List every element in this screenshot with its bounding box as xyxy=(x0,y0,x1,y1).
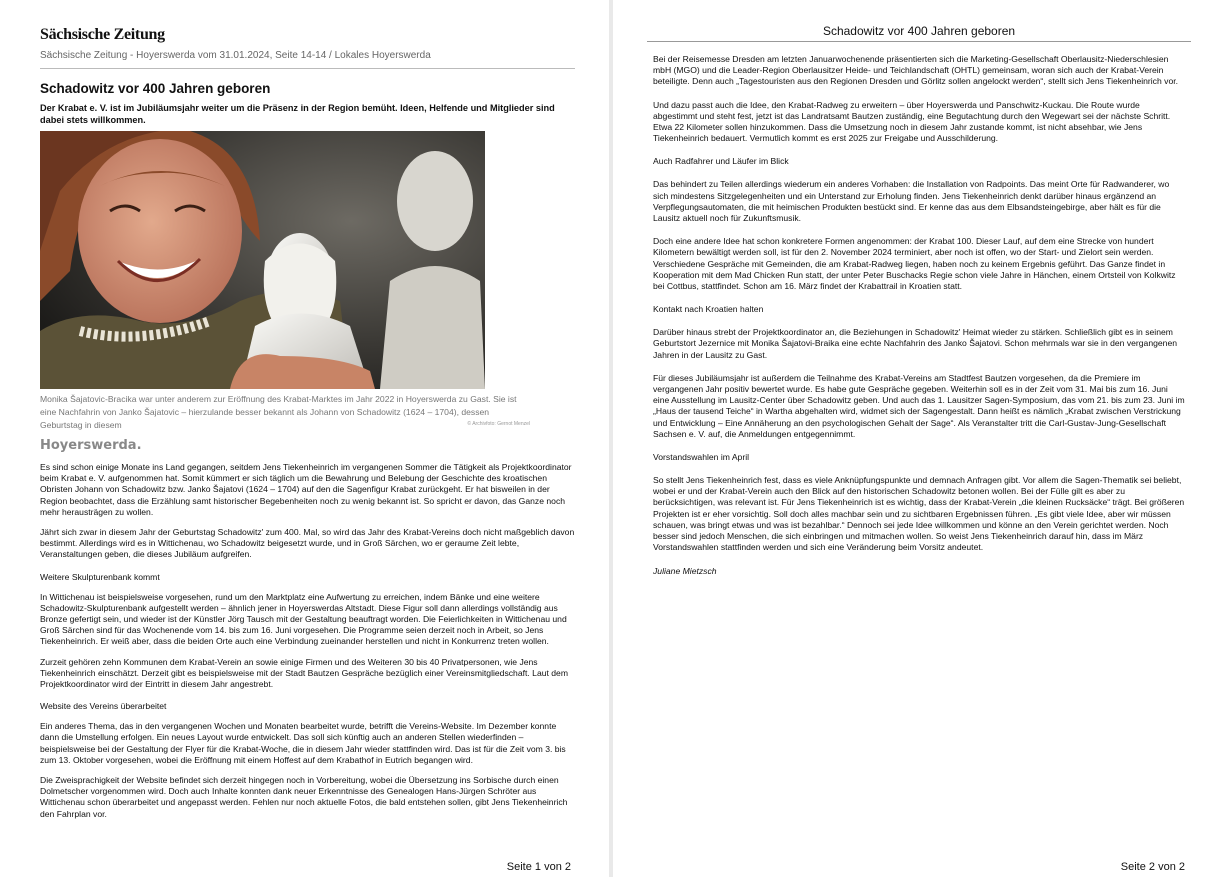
article-photo xyxy=(40,131,485,389)
paragraph: Es sind schon einige Monate ins Land gegangen, seitdem Jens Tiekenheinrich im vergangenen Sommer die Tätigkeit als Projektkoordinator beim Krabat e. V. aufgenommen hat. Somit kümmert er sich täglich um die Bewahrung und Belebung der Geschichte des kroatischen Obristen Johann von Schadowitz bzw. Janko Šajatovi (1624 – 1704) auf den die Sagenfigur Krabat zurückgeht. Er hat bisweilen in der Region beobachtet, dass die Erzählung samt historischer Begebenheiten noch zu wenig bekannt ist. So spricht er davon, das Ganze noch mehr herausträgen zu wollen. xyxy=(40,462,572,517)
subheading: Auch Radfahrer und Läufer im Blick xyxy=(653,156,789,167)
subheading: Vorstandswahlen im April xyxy=(653,452,750,463)
page-1 xyxy=(0,0,609,877)
photo-caption xyxy=(40,393,530,432)
paragraph: Zurzeit gehören zehn Kommunen dem Krabat-Verein an sowie einige Firmen und des Weiteren 30 bis 40 Privatpersonen, wie Jens Tiekenheinrich einschätzt. Derzeit gibt es beispielsweise mit der Stadt Bautzen Gespräche bezüglich einer Vereinsmitgliedschaft. Laut dem Projektkoordinator wird der Eintritt in diesem Jahr angestrebt. xyxy=(40,656,568,690)
caption-text: Monika Šajatovic-Bracika war unter anderem zur Eröffnung des Krabat-Marktes im Jahr 2022 in Hoyerswerda zu Gast. Sie ist eine Nachfahrin von Janko Šajatovic – hierzulande besser bekannt als Johann von Schadowitz (1624 – 1704), dessen Geburtstag in diesem xyxy=(40,394,517,430)
photo-illustration xyxy=(40,131,485,389)
divider xyxy=(647,41,1191,42)
page-2 xyxy=(613,0,1225,877)
subheading: Weitere Skulpturenbank kommt xyxy=(40,571,160,582)
paragraph: Und dazu passt auch die Idee, den Krabat-Radweg zu erweitern – über Hoyerswerda und Panschwitz-Kuckau. Die Route wurde abgestimmt und steht fest, jetzt ist das Landratsamt Bautzen zuständig, eine Begutachtung durch den Wegewart sei der nächste Schritt. Etwa 22 Kilometer sollen hinzukommen. Dass die Umsetzung noch in diesem Jahr zustande kommt, ist nicht absehbar, wie Jens Tiekenheinrich bedauert. Vermutlich kommt es erst 2025 zur Freigabe und Ausschilderung. xyxy=(653,99,1171,144)
paragraph: Ein anderes Thema, das in den vergangenen Wochen und Monaten bearbeitet wurde, betrifft die Vereins-Website. Im Dezember konnte dann die Umstellung erfolgen. Ein neues Layout wurde entwickelt. Das soll sich künftig auch an anderen Stellen wiederfinden – beispielsweise bei der Gestaltung der Flyer für die Krabat-Woche, die in diesem Jahr wieder stattfinden wird. Das ist für die Zeit vom 3. bis zum 13. Oktober vorgesehen, wobei die Eröffnung mit einem Hoffest auf dem Krabathof in Eutrich begangen wird. xyxy=(40,721,566,765)
photo-credit: © Archivfoto: Gernot Menzel xyxy=(467,421,530,427)
subheading: Website des Vereins überarbeitet xyxy=(40,701,167,712)
paragraph: Jährt sich zwar in diesem Jahr der Geburtstag Schadowitz' zum 400. Mal, so wird das Jahr des Krabat-Vereins doch nicht maßgeblich davon bestimmt. Allerdings wird es in Wittichenau, wo Schadowitz beigesetzt wurde, und in Groß Särchen, wo er geraume Zeit lebte, Veranstaltungen geben, die dieses Jubiläum aufgreifen. xyxy=(40,527,575,560)
paragraph: Bei der Reisemesse Dresden am letzten Januarwochenende präsentierten sich die Marketing-Gesellschaft Oberlausitz-Niederschlesien mbH (MGO) und die Leader-Region Oberlausitzer Heide- und Teichlandschaft (OHTL) gemeinsam, woran sich auch der Krabat-Verein beteiligte. Denn auch „Tagestouristen aus den Regionen Dresden und Görlitz sollen angelockt werden“, stellt sich Jens Tiekenheinrich vor. xyxy=(653,54,1178,87)
paragraph: Die Zweisprachigkeit der Website befindet sich derzeit hingegen noch in Vorbereitung, wobei die Übersetzung ins Sorbische durch einen Dolmetscher vorgenommen wird. Doch auch Inhalte konnten dank neuer Erkenntnisse des Genealogen Hans-Jürgen Schröter aus Wittichenau schon überarbeitet und angepasst werden. Fehlen nur noch aktuelle Fotos, die bald entstehen sollen, gibt Jens Tiekenheinrich den Fahrplan vor. xyxy=(40,775,568,819)
paragraph: Für dieses Jubiläumsjahr ist außerdem die Teilnahme des Krabat-Vereins am Stadtfest Bautzen vorgesehen, da die Premiere im vergangenen Jahr positiv bewertet wurde. Es habe gute Gespräche gegeben. Weiterhin soll es in der Zeit vom 31. Mai bis zum 16. Juni eine Ausstellung im Lausitz-Center über Schadowitz geben. Und auch das 1. Lausitzer Sagen-Symposium, das vom 21. bis zum 23. Juni im „Haus der tausend Teiche“ in Wartha abgehalten wird, widmet sich der Sagengestalt. Dann heißt es nämlich „Krabat zwischen Verstrickung und Entwicklung – Eine Annäherung an den psychologischen Gehalt der Sage“. Als Veranstalter tritt die Carl-Gustav-Jung-Gesellschaft Sachsen e. V. auf, die Anmeldungen entgegennimmt. xyxy=(653,372,1185,439)
article-lead: Der Krabat e. V. ist im Jubiläumsjahr weiter um die Präsenz in der Region bemüht. Ideen, Helfende und Mitglieder sind dabei stets willkommen. xyxy=(40,103,555,125)
source-line: Sächsische Zeitung - Hoyerswerda vom 31.01.2024, Seite 14-14 / Lokales Hoyerswerda xyxy=(40,50,431,61)
paragraph: Das behindert zu Teilen allerdings wiederum ein anderes Vorhaben: die Installation von Radpoints. Das meint Orte für Radwanderer, wo sich mindestens Sitzgelegenheiten und ein Unterstand zur Erholung finden. Jens Tiekenheinrich denkt darüber hinaus ergänzend an Verpflegungsautomaten, die mit heimischen Produkten bestückt sind. Er kenne das aus dem Elbsandsteingebirge, aber hält es für die Lausitz aktuell noch für Zukunftsmusik. xyxy=(653,179,1170,224)
page-header-title: Schadowitz vor 400 Jahren geboren xyxy=(822,24,1016,38)
paragraph: Darüber hinaus strebt der Projektkoordinator an, die Beziehungen in Schadowitz' Heimat wieder zu stärken. Schließlich gibt es in seinem Geburtstort Jezernice mit Monika Šajatovi-Braika eine echte Nachfahrin des Janko Šajatovi. Schon mehrmals war sie in den vergangenen Jahren in der Lausitz zu Gast. xyxy=(653,327,1178,360)
page-number: Seite 1 von 2 xyxy=(506,861,571,873)
divider xyxy=(40,68,575,69)
page-number: Seite 2 von 2 xyxy=(1120,861,1185,873)
paragraph: So stellt Jens Tiekenheinrich fest, dass es viele Anknüpfungspunkte und demnach Anfragen gibt. Vor allem die Sagen-Thematik sei beliebt, wobei er und der Krabat-Verein auch den Blick auf den historischen Schadowitz betonen wollen. Bei der Fülle gilt es aber zu berücksichtigen, was relevant ist. Für Jens Tiekenheinrich ist es wichtig, dass der Krabat-Verein „die kleinen Rucksäcke“ trägt. Bei größeren Projekten ist er eher vorsichtig. Soll doch alles machbar sein und zu sichtbaren Ergebnissen führen. „Es gibt viele Idee, aber wir müssen schauen, was bringt etwas und was ist bezahlbar.“ Dennoch sei jede Idee willkommen und könne an den Verein gerichtet werden. Noch besser sind jedoch Menschen, die sich einbringen und mitmachen wollen. So weist Jens Tiekenheinrich darauf hin, dass im März Vorstandswahlen stattfinden werden und sich eine Veränderung beim Vorsitz andeutet. xyxy=(653,475,1185,553)
masthead-logo: Sächsische Zeitung xyxy=(40,26,165,43)
subheading: Kontakt nach Kroatien halten xyxy=(653,304,764,315)
paragraph: Doch eine andere Idee hat schon konkretere Formen angenommen: der Krabat 100. Dieser Lauf, auf dem eine Strecke von hundert Kilometern bewältigt werden soll, ist für den 2. November 2024 terminiert, aber noch ist offen, wo der Start- und Zielort sein werden. Verschiedene Gespräche mit Gemeinden, die am Krabat-Radweg liegen, haben noch zu keinem Ergebnis geführt. Das Ganze findet in Kooperation mit dem Mad Chicken Run statt, der unter Peter Buschacks Regie schon viele Jahre in Hänchen, einem Ortsteil von Kolkwitz bei Cottbus, stattfindet. Schon am 16. März findet der Krabattrail in Kroatien statt. xyxy=(653,236,1176,292)
article-headline: Schadowitz vor 400 Jahren geboren xyxy=(40,81,271,96)
author-name: Juliane Mietzsch xyxy=(653,565,717,576)
paragraph: In Wittichenau ist beispielsweise vorgesehen, rund um den Marktplatz eine Aufwertung zu erreichen, indem Bänke und eine weitere Schadowitz-Skulpturenbank aufgestellt werden – ähnlich jener in Hoyerswerdas Altstadt. Diese Figur soll dann allerdings vollständig aus Bronze gefertigt sein, und wieder ist der Künstler Jörg Tausch mit der Gestaltung beauftragt worden. Die Feierlichkeiten in Wittichenau und Groß Särchen sind für das Wochenende vom 14. bis zum 16. Juni vorgesehen. Die Programme seien derzeit noch in Arbeit, so Jens Tiekenheinrich. Er weiß aber, dass die beiden Orte auch eine Verbindung zueinander herstellen und nicht in Konkurrenz treten wollen. xyxy=(40,591,567,647)
dateline-city: Hoyerswerda. xyxy=(40,438,142,453)
